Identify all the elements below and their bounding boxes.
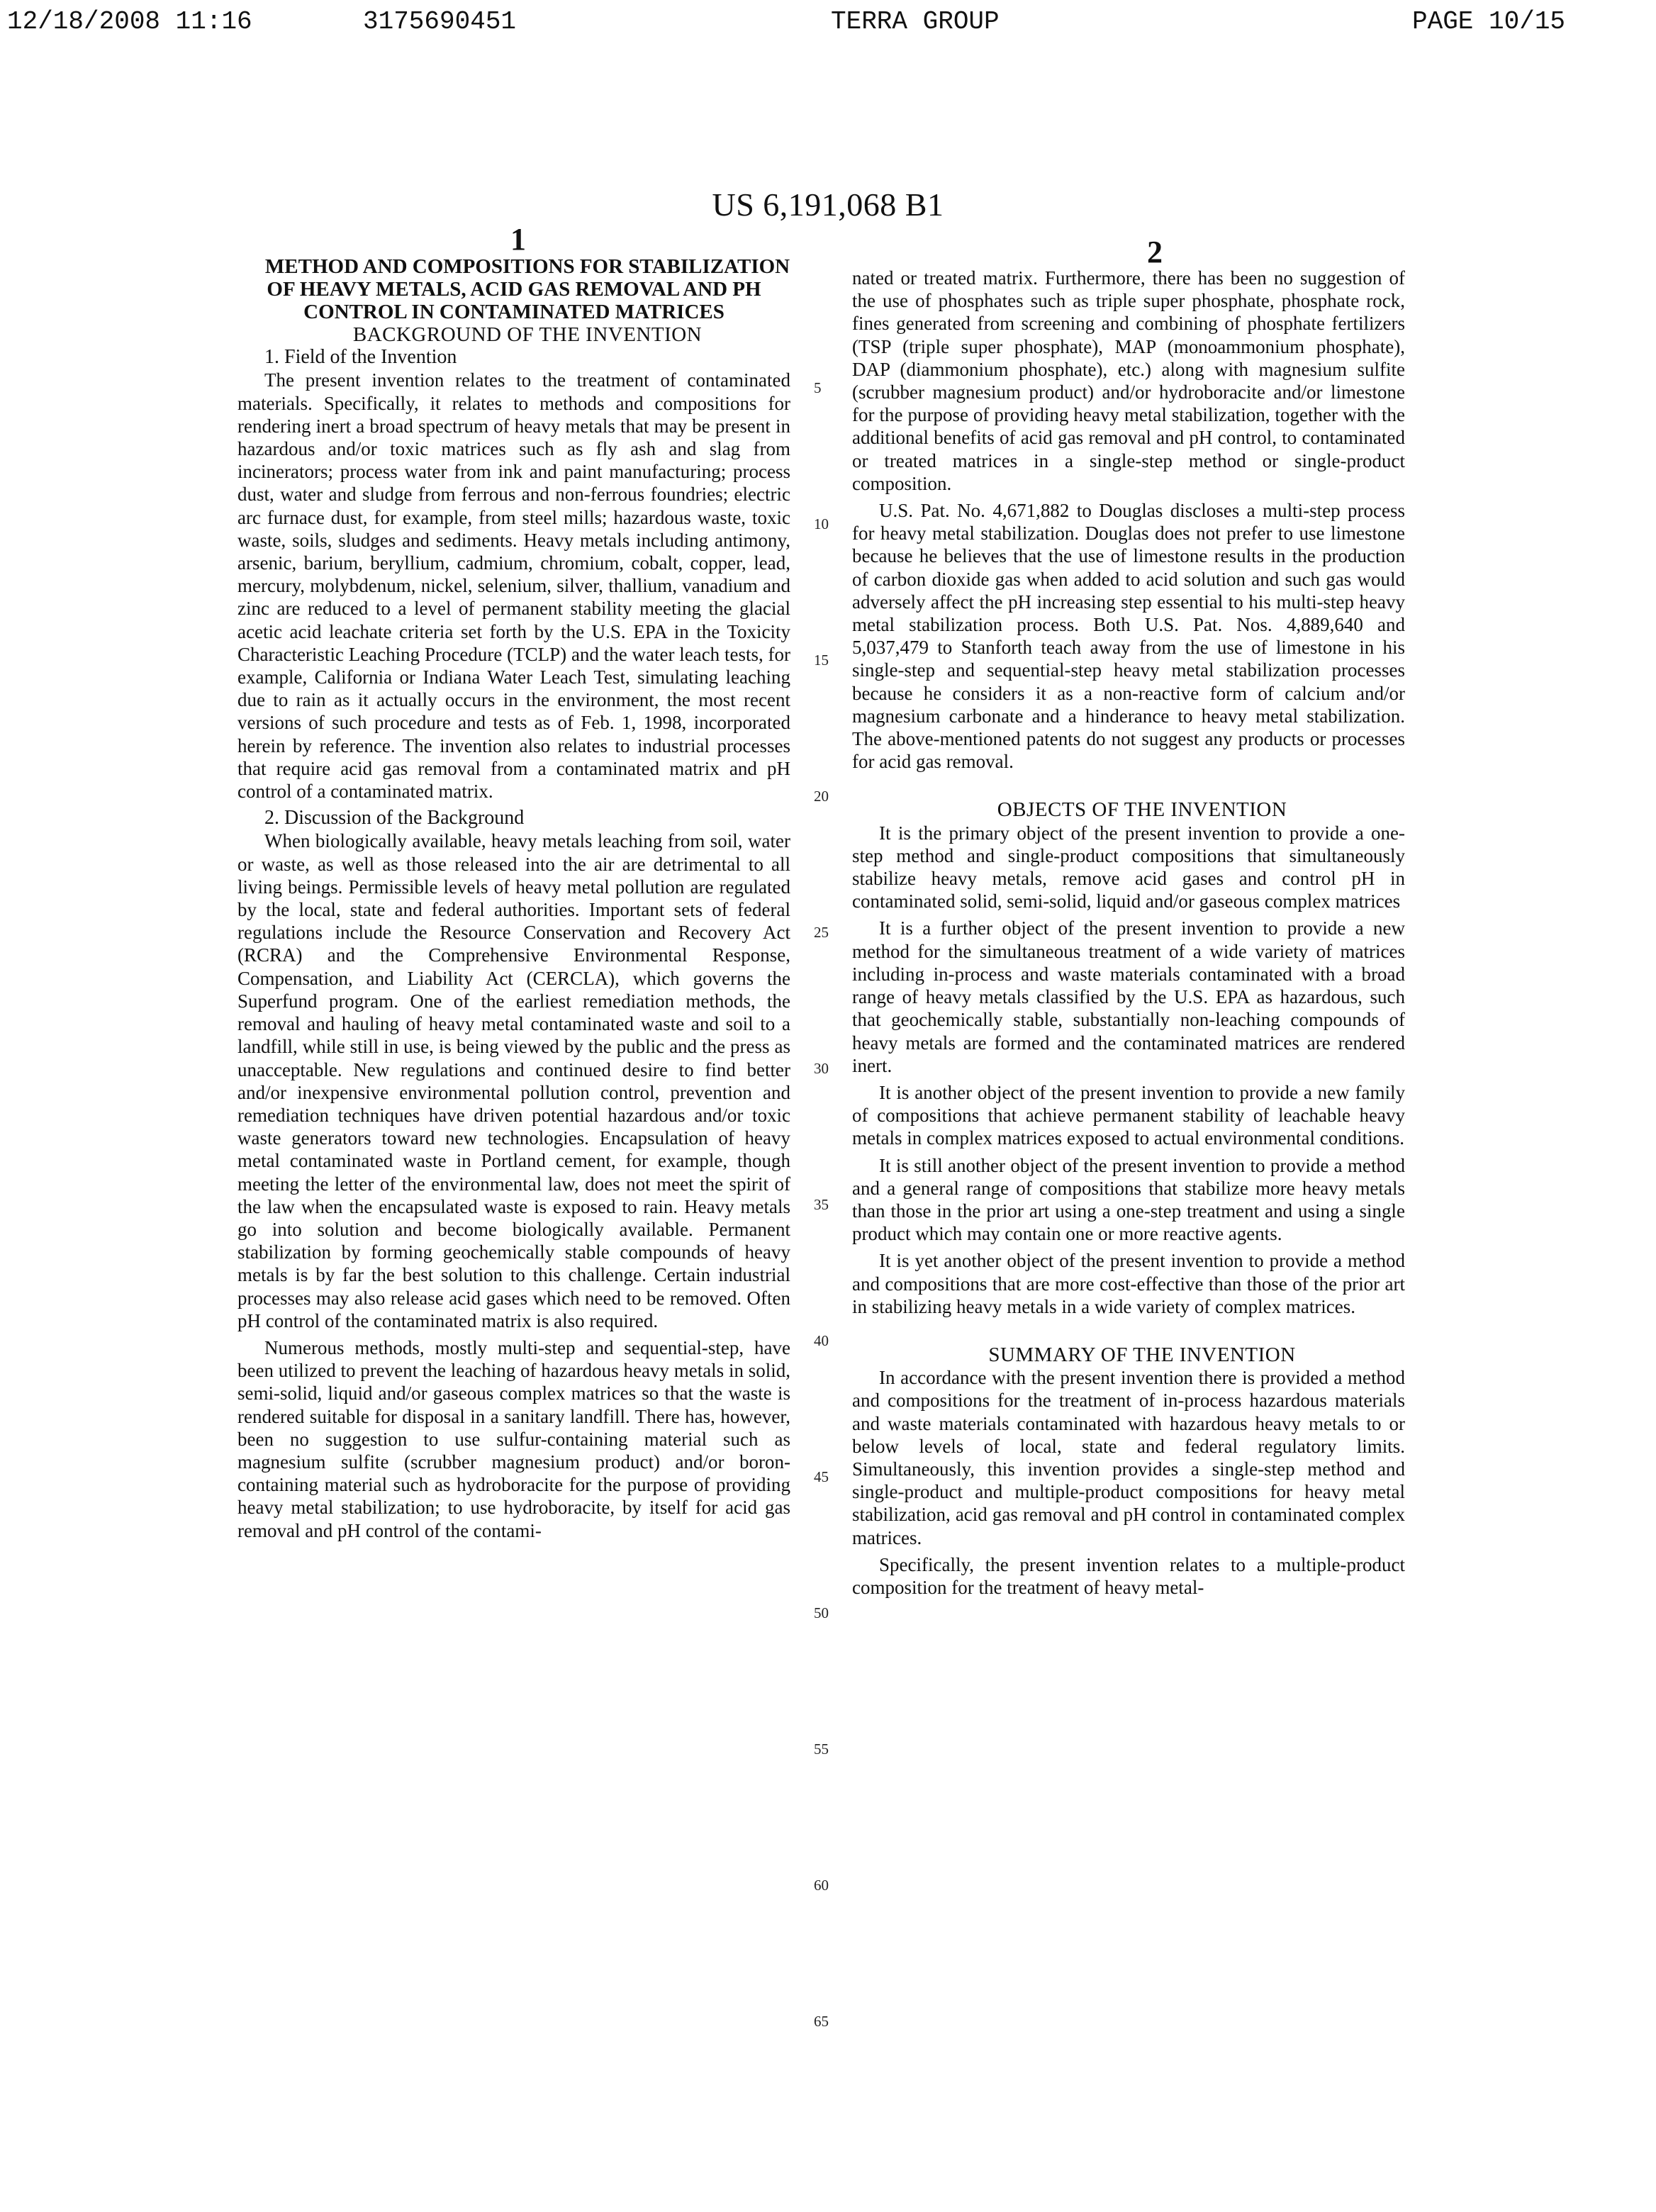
patent-number: US 6,191,068 B1 xyxy=(712,186,944,223)
paragraph: Numerous methods, mostly multi-step and sequential-step, have been utilized to prevent the leaching of hazardous heavy metals in solid, semi-solid, liquid and/or gaseous complex matrices so that the waste is rendered suitable for disposal in a sanitary landfill. There has, however, been no suggestion to use sulfur-containing material such as magnesium sulfite (scrubber magnesium product) and/or boron-containing material such as hydroboracite for the purpose of providing heavy metal stabilization; to use hydroboracite, by itself for acid gas removal and pH control of the contami- xyxy=(237,1336,790,1541)
paragraph: nated or treated matrix. Furthermore, there has been no suggestion of the use of phosphates such as triple super phosphate, phosphate rock, fines generated from screening and combining of phosphate fertilizers (TSP (triple super phosphate), MAP (monoammonium phosphate), DAP (diammonium phosphate), etc.) along with magnesium sulfite (scrubber magnesium product) and/or hydroboracite and/or limestone for the purpose of providing heavy metal stabilization, together with the additional benefits of acid gas removal and pH control, to contaminated or treated matrices in a single-step method or single-product composition. xyxy=(852,267,1405,494)
fax-datetime: 12/18/2008 11:16 xyxy=(7,7,252,36)
line-number: 35 xyxy=(814,1196,829,1213)
paragraph: It is a further object of the present invention to provide a new method for the simultaneous treatment of a wide variety of matrices including in-process and waste materials contaminated with a broad range of heavy metals classified by the U.S. EPA as hazardous, such that geochemically stable, substantially non-leaching compounds of heavy metals are formed and the contaminated matrices are rendered inert. xyxy=(852,917,1405,1076)
line-number: 10 xyxy=(814,515,829,532)
fax-phone: 3175690451 xyxy=(363,7,517,36)
column-number-right: 2 xyxy=(1147,235,1163,269)
line-number: 50 xyxy=(814,1604,829,1621)
line-number: 5 xyxy=(814,379,822,396)
heading-objects: OBJECTS OF THE INVENTION xyxy=(997,798,1287,822)
fax-company: TERRA GROUP xyxy=(831,7,1000,36)
paragraph: The present invention relates to the treatment of contaminated materials. Specifically, it relates to methods and compositions for rendering inert a broad spectrum of heavy metals that may be present in hazardous and/or toxic matrices such as fly ash and slag from incinerators; process water from ink and paint manufacturing; process dust, water and sludge from ferrous and non-ferrous foundries; electric arc furnace dust, for example, from steel mills; hazardous waste, toxic waste, soils, sludges and sediments. Heavy metals including antimony, arsenic, barium, beryllium, cadmium, chromium, cobalt, copper, lead, mercury, molybdenum, nickel, selenium, silver, thallium, vanadium and zinc are reduced to a level of permanent stability meeting the glacial acetic acid leachate criteria set forth by the U.S. EPA in the Toxicity Characteristic Leaching Procedure (TCLP) and the water leach tests, for example, California or Indiana Water Leach Test, simulating leaching due to rain as it actually occurs in the environment, the most recent versions of such procedure and tests as of Feb. 1, 1998, incorporated herein by reference. The invention also relates to industrial processes that require acid gas removal from a contaminated matrix and pH control of a contaminated matrix. xyxy=(237,369,790,803)
paragraph: When biologically available, heavy metals leaching from soil, water or waste, as well as those released into the air are detrimental to all living beings. Permissible levels of heavy metal pollution are regulated by the local, state and federal authorities. Important sets of federal regulations include the Resource Conservation and Recovery Act (RCRA) and the Comprehensive Environmental Response, Compensation, and Liability Act (CERCLA), which governs the Superfund program. One of the earliest remediation methods, the removal and hauling of heavy metal contaminated waste and soil to a landfill, while still in use, is being viewed by the public and the press as unacceptable. New regulations and continued desire to find better and/or inexpensive environmental pollution control, prevention and remediation techniques have driven potential hazardous and/or toxic waste generators toward new technologies. Encapsulation of heavy metal contaminated waste in Portland cement, for example, though meeting the letter of the environmental law, does not meet the spirit of the law when the encapsulated waste is exposed to rain. Heavy metals go into solution and become biologically available. Permanent stabilization by forming geochemically stable compounds of heavy metals is by far the best solution to this challenge. Certain industrial processes may also release acid gases which need to be removed. Often pH control of the contaminated matrix is also required. xyxy=(237,830,790,1331)
line-number: 45 xyxy=(814,1468,829,1485)
left-column xyxy=(237,255,790,1542)
subhead-discussion: 2. Discussion of the Background xyxy=(264,807,525,830)
fax-header xyxy=(0,7,1656,43)
paragraph: It is yet another object of the present invention to provide a method and compositions that are more cost-effective than those of the prior art in stabilizing heavy metals in a wide variety of complex matrices. xyxy=(852,1250,1405,1317)
heading-summary: SUMMARY OF THE INVENTION xyxy=(988,1343,1296,1366)
patent-title: METHOD AND COMPOSITIONS FOR STABILIZATION OF HEAVY METALS, ACID GAS REMOVAL AND PH CONTROL IN CONTAMINATED MATRICES xyxy=(264,255,790,323)
line-number: 40 xyxy=(814,1332,829,1349)
paragraph: In accordance with the present invention there is provided a method and compositions for the treatment of in-process hazardous materials and waste materials contaminated with hazardous heavy metals to or below levels of local, state and federal regulatory limits. Simultaneously, this invention provides a single-step method and single-product and multiple-product compositions for heavy metal stabilization, acid gas removal and pH control in contaminated complex matrices. xyxy=(852,1367,1405,1548)
right-column xyxy=(852,267,1405,1599)
line-number: 20 xyxy=(814,788,829,805)
line-number: 55 xyxy=(814,1741,829,1758)
column-number-left: 1 xyxy=(510,222,526,257)
line-number: 65 xyxy=(814,2013,829,2030)
paragraph: Specifically, the present invention relates to a multiple-product composition for the treatment of heavy metal- xyxy=(852,1553,1405,1598)
paragraph: It is another object of the present invention to provide a new family of compositions that achieve permanent stability of leachable heavy metals in complex matrices exposed to actual environmental conditions. xyxy=(852,1081,1405,1149)
line-number: 15 xyxy=(814,652,829,669)
subhead-field: 1. Field of the Invention xyxy=(264,346,457,369)
paragraph: U.S. Pat. No. 4,671,882 to Douglas discloses a multi-step process for heavy metal stabilization. Douglas does not prefer to use limestone because he believes that the use of limestone results in the production of carbon dioxide gas when added to acid solution and such gas would adversely affect the pH increasing step essential to his multi-step heavy metal stabilization process. Both U.S. Pat. Nos. 4,889,640 and 5,037,479 to Stanforth teach away from the use of limestone in his single-step and sequential-step heavy metal stabilization processes because he considers it as a non-reactive form of calcium and/or magnesium carbonate and a hinderance to heavy metal stabilization. The above-mentioned patents do not suggest any products or processes for acid gas removal. xyxy=(852,500,1405,773)
line-number: 25 xyxy=(814,924,829,941)
paragraph: It is still another object of the present invention to provide a method and a general range of compositions that stabilize more heavy metals than those in the prior art using a one-step treatment and using a single product which may contain one or more reactive agents. xyxy=(852,1154,1405,1245)
line-number: 60 xyxy=(814,1877,829,1894)
fax-page: PAGE 10/15 xyxy=(1412,7,1566,36)
line-number: 30 xyxy=(814,1060,829,1077)
paragraph: It is the primary object of the present invention to provide a one-step method and single-product compositions that simultaneously stabilize heavy metals, remove acid gases and control pH in contaminated solid, semi-solid, liquid and/or gaseous complex matrices xyxy=(852,822,1405,912)
heading-background: BACKGROUND OF THE INVENTION xyxy=(352,323,703,346)
